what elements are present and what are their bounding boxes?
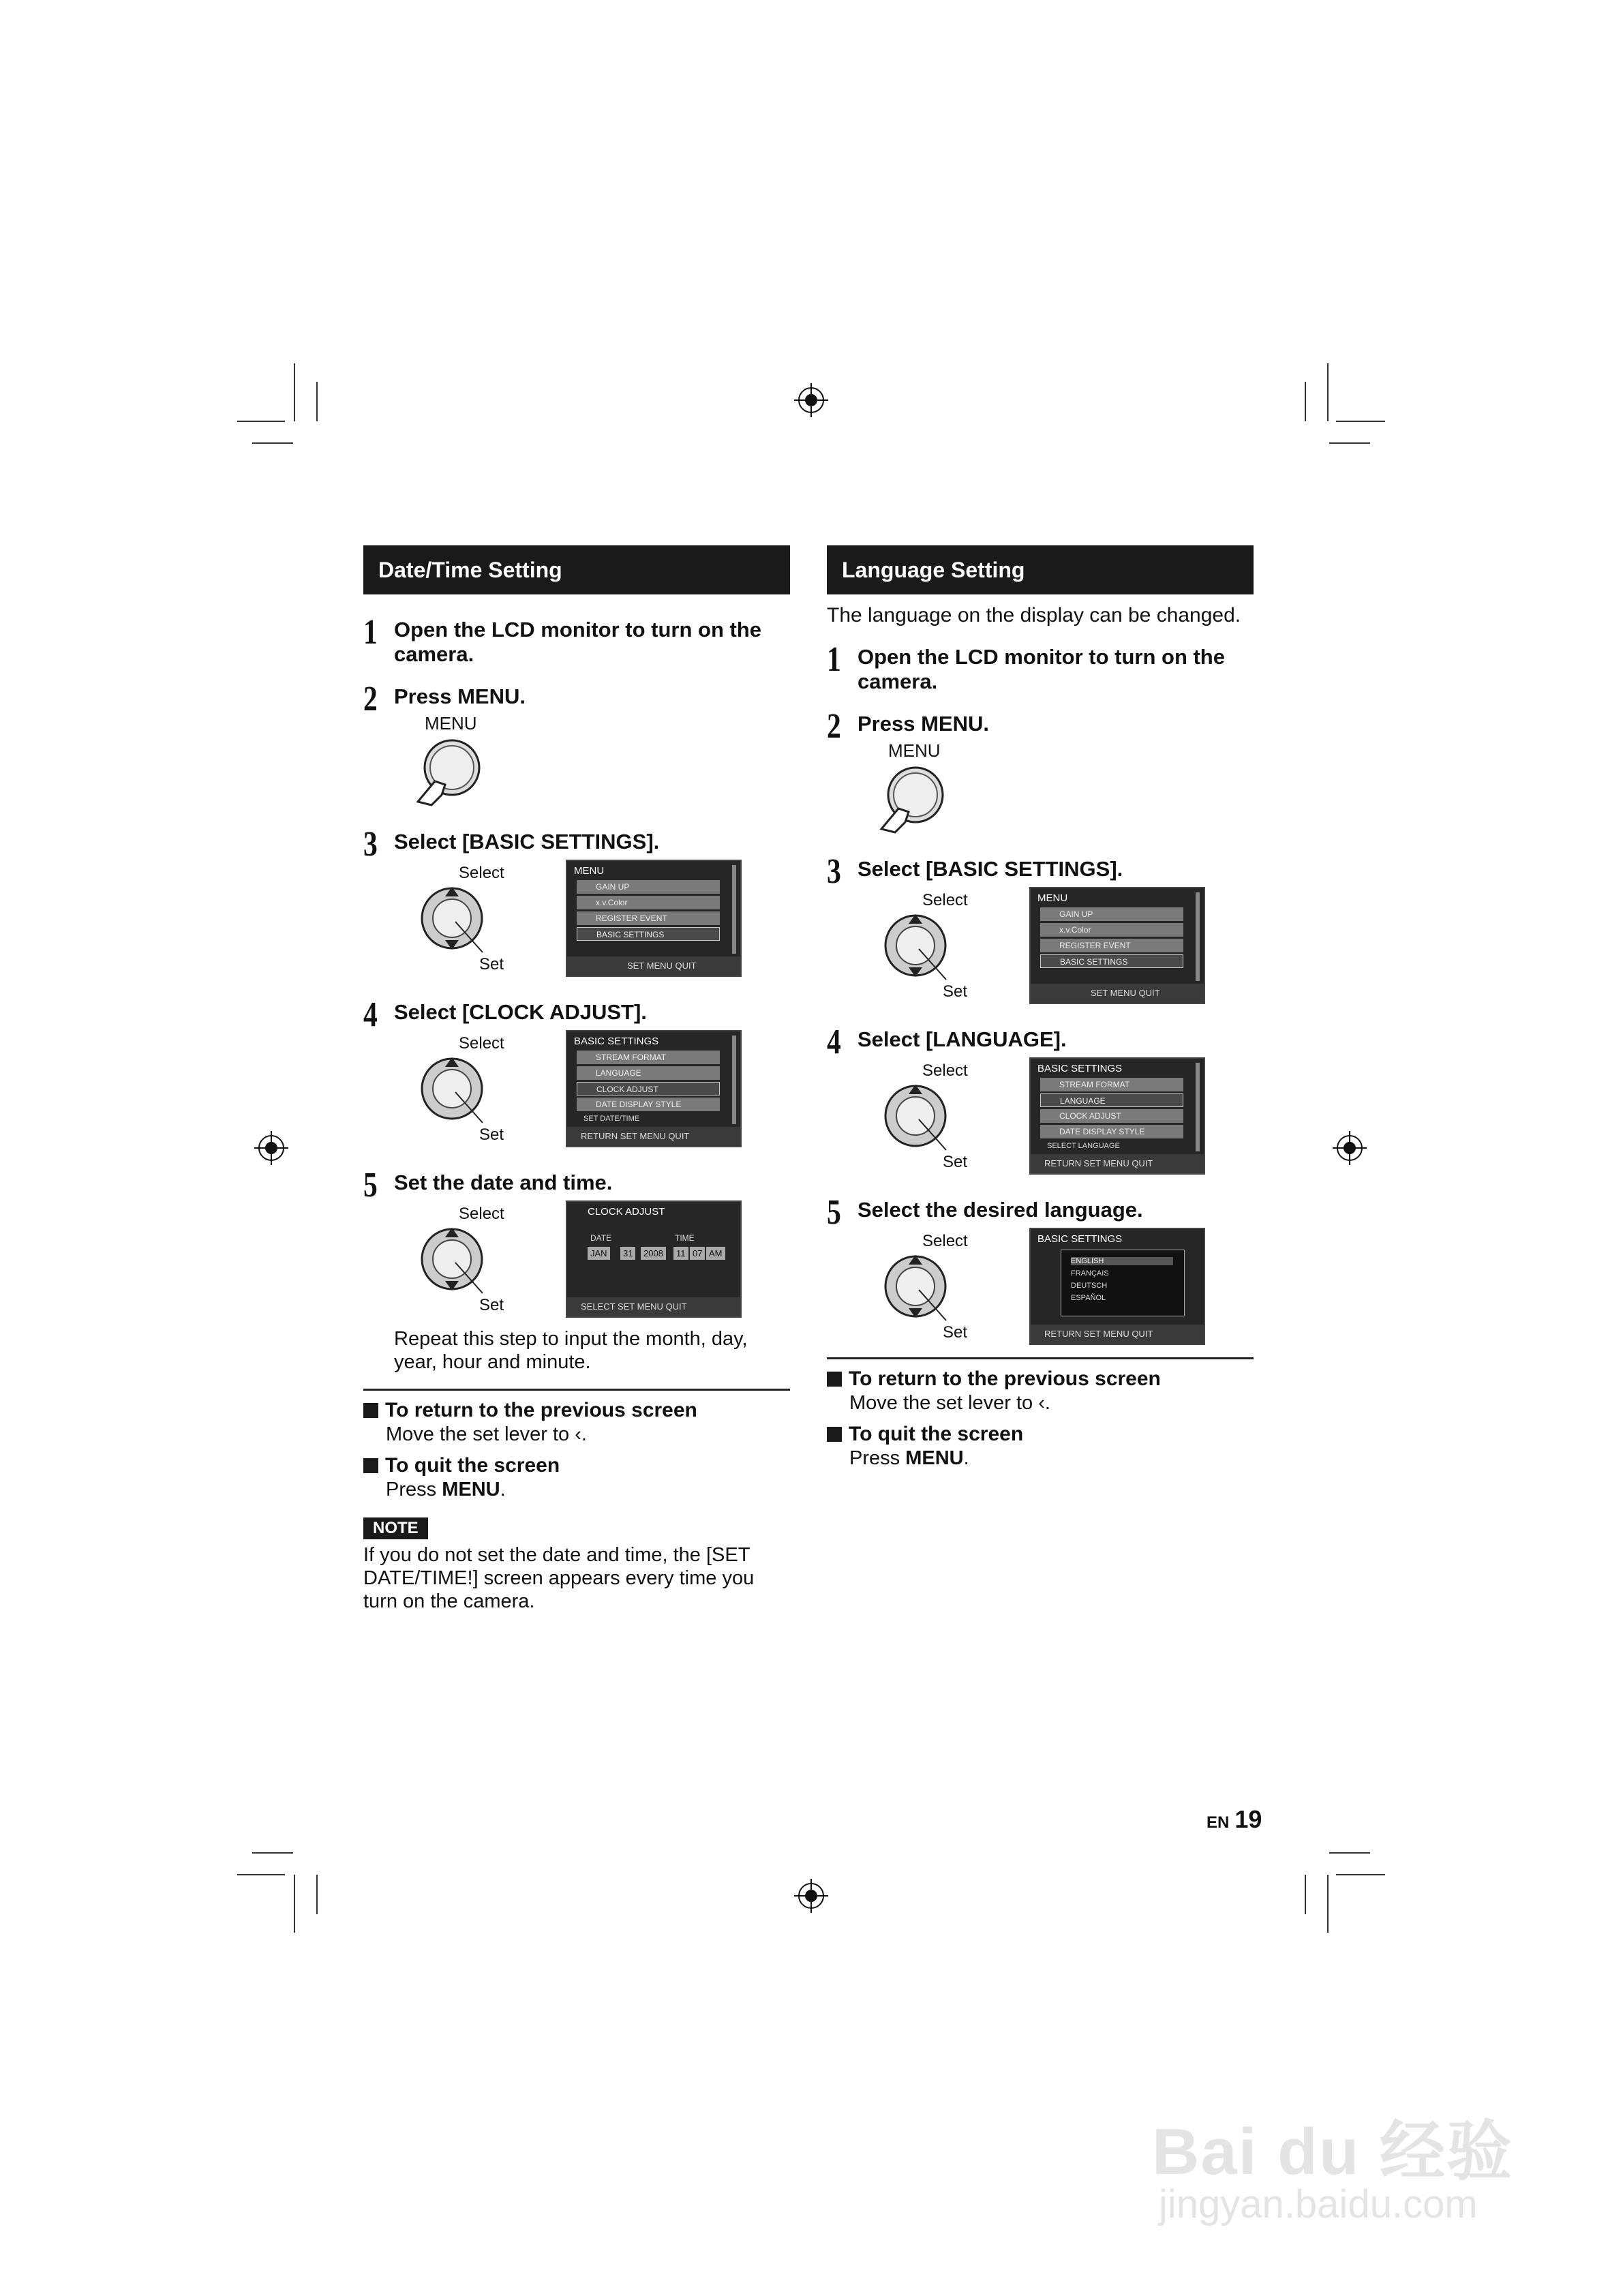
divider [827, 1357, 1254, 1359]
note-label: NOTE [363, 1517, 428, 1539]
step-1: 1 Open the LCD monitor to turn on the camera. [827, 640, 1225, 693]
step-4: 4 Select [CLOCK ADJUST]. [363, 995, 647, 1034]
lcd-menu-screen: MENU GAIN UP x.v.Color REGISTER EVENT BASIC SETTINGS SET MENU QUIT [566, 860, 742, 977]
bullet-square-icon [827, 1427, 842, 1442]
set-lever-icon [881, 911, 956, 986]
step-3-figure: Select Set MENU GAIN UP x.v.Color REGISTER EVENT BASIC SETTINGS SET MENU QUIT [363, 860, 790, 982]
section-intro: The language on the display can be changed. [827, 604, 1241, 626]
page-number: EN 19 [1207, 1805, 1262, 1833]
language-option: DEUTSCH [1071, 1282, 1108, 1290]
bullet-square-icon [363, 1403, 378, 1418]
tip-quit: To quit the screen Press MENU. [827, 1423, 1254, 1470]
language-option: ENGLISH [1071, 1257, 1173, 1265]
lcd-menu-screen: MENU GAIN UP x.v.Color REGISTER EVENT BASIC SETTINGS SET MENU QUIT [1029, 887, 1205, 1004]
step-1: 1 Open the LCD monitor to turn on the camera. [363, 613, 761, 666]
step-3: 3 Select [BASIC SETTINGS]. [363, 825, 660, 864]
divider [363, 1389, 790, 1391]
note-text: If you do not set the date and time, the [SET DATE/TIME!] screen appears every time you turn on the camera. [363, 1544, 755, 1612]
lcd-basic-settings-screen: BASIC SETTINGS STREAM FORMAT LANGUAGE CLOCK ADJUST DATE DISPLAY STYLE SELECT LANGUAGE RETURN SET MENU QUIT [1029, 1057, 1205, 1175]
step-2: 2 Press MENU. [363, 680, 526, 719]
date-time-section [363, 545, 790, 1613]
hand-press-icon [868, 761, 956, 836]
lcd-clock-adjust-screen: CLOCK ADJUST DATE TIME JAN 31 2008 11 07 AM SELECT SET MENU QUIT [566, 1200, 742, 1318]
step-2: 2 Press MENU. [827, 707, 989, 746]
bullet-square-icon [363, 1458, 378, 1473]
step-5-figure: Select Set BASIC SETTINGS ENGLISH FRANÇAIS DEUTSCH ESPAÑOL RETURN SET MENU QUIT [827, 1228, 1254, 1350]
set-lever-icon [881, 1082, 956, 1157]
step-5-figure: Select Set CLOCK ADJUST DATE TIME JAN 31 2008 11 07 AM SELECT SET MENU QUIT [363, 1200, 790, 1323]
set-lever-icon [881, 1252, 956, 1327]
set-lever-icon [418, 884, 493, 959]
step-3: 3 Select [BASIC SETTINGS]. [827, 852, 1123, 891]
language-section [827, 545, 1254, 1470]
tip-return: To return to the previous screen Move the set lever to ‹. [363, 1399, 790, 1446]
hand-press-icon [404, 734, 493, 809]
step-4: 4 Select [LANGUAGE]. [827, 1023, 1067, 1061]
step-4-figure: Select Set BASIC SETTINGS STREAM FORMAT LANGUAGE CLOCK ADJUST DATE DISPLAY STYLE SET DATE/TIME RETURN SET MENU QUIT [363, 1030, 790, 1153]
tip-quit: To quit the screen Press MENU. [363, 1454, 790, 1501]
set-lever-icon [418, 1225, 493, 1300]
step-5-caption: Repeat this step to input the month, day, year, hour and minute. [394, 1328, 748, 1373]
step-4-figure: Select Set BASIC SETTINGS STREAM FORMAT LANGUAGE CLOCK ADJUST DATE DISPLAY STYLE SELECT LANGUAGE RETURN SET MENU QUIT [827, 1057, 1254, 1180]
baidu-watermark: Bai du 经验 [1152, 2115, 1514, 2188]
step-5: 5 Set the date and time. [363, 1166, 613, 1205]
bullet-square-icon [827, 1372, 842, 1387]
step-3-figure: Select Set MENU GAIN UP x.v.Color REGISTER EVENT BASIC SETTINGS SET MENU QUIT [827, 887, 1254, 1010]
tip-return: To return to the previous screen Move the set lever to ‹. [827, 1368, 1254, 1415]
lcd-language-list-screen: BASIC SETTINGS ENGLISH FRANÇAIS DEUTSCH ESPAÑOL RETURN SET MENU QUIT [1029, 1228, 1205, 1345]
lcd-basic-settings-screen: BASIC SETTINGS STREAM FORMAT LANGUAGE CLOCK ADJUST DATE DISPLAY STYLE SET DATE/TIME RETURN SET MENU QUIT [566, 1030, 742, 1147]
section-header: Date/Time Setting [363, 545, 790, 594]
menu-button-figure: MENU [404, 713, 790, 812]
language-option: ESPAÑOL [1071, 1294, 1106, 1302]
menu-button-figure: MENU [868, 740, 1254, 839]
step-5: 5 Select the desired language. [827, 1193, 1143, 1232]
language-option: FRANÇAIS [1071, 1269, 1109, 1278]
watermark-url: jingyan.baidu.com [1159, 2182, 1478, 2226]
set-lever-icon [418, 1055, 493, 1130]
section-header: Language Setting [827, 545, 1254, 594]
